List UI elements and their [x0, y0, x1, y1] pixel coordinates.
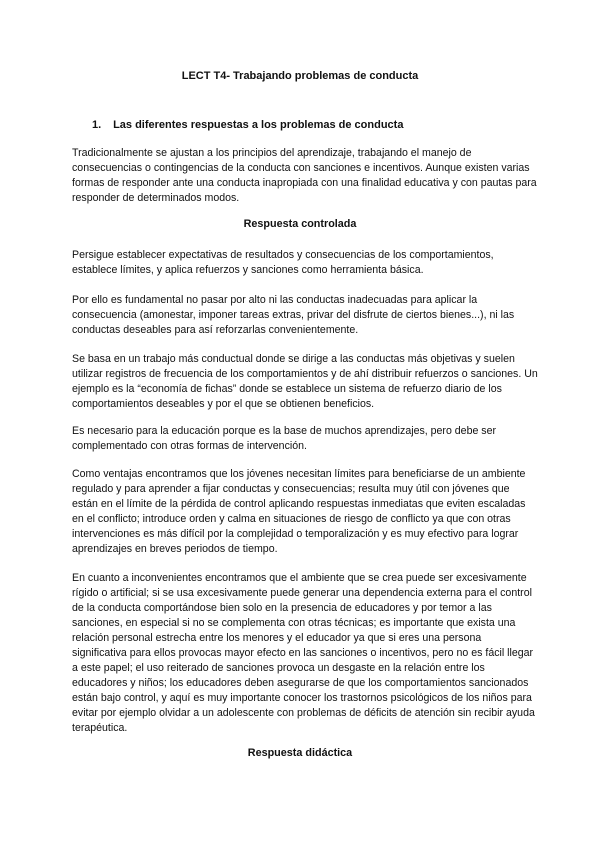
section-heading	[92, 118, 403, 133]
section-heading-text: Las diferentes respuestas a los problemas de conducta	[113, 119, 404, 131]
section-number: 1.	[92, 119, 102, 131]
paragraph-4: Es necesario para la educación porque es la base de muchos aprendizajes, pero debe ser complementado con otras formas de intervención.	[72, 425, 497, 452]
paragraph-6: En cuanto a inconvenientes encontramos que el ambiente que se crea puede ser excesivamente rígido o artificial; si se usa excesivamente puede generar una dependencia externa para el control de la conducta comportándose bien solo en la presencia de educadores y por temor a las sanciones, en especial si no se complementa con otras técnicas; es importante que exista una relación personal estrecha entre los menores y el educador ya que si eres una persona significativa para ellos provocas mayor efecto en las sanciones o incentivos, pero no es fácil llegar a este papel; el uso reiterado de sanciones provoca un desgaste en la relación entre los educadores y niños; los educadores deben asegurarse de que los comportamientos sancionados están bajo control, y aquí es muy importante conocer los trastornos psicológicos de los niños para evitar por ejemplo olvidar a un adolescente con problemas de déficits de atención sin recibir ayuda terapéutica.	[72, 572, 535, 734]
paragraph-3: Se basa en un trabajo más conductual donde se dirige a las conductas más objetivas y suelen utilizar registros de frecuencia de los comportamientos y de ahí distribuir refuerzos o sanciones. Un ejemplo es la “economía de fichas” donde se establece un sistema de refuerzo diario de los comportamientos deseables y por el que se obtienen beneficios.	[72, 353, 538, 410]
page-title: LECT T4- Trabajando problemas de conducta	[181, 70, 419, 82]
paragraph-2: Por ello es fundamental no pasar por alto ni las conductas inadecuadas para aplicar la consecuencia (amonestar, imponer tareas extras, privar del disfrute de ciertos bienes...), ni las conductas deseables para así reforzarlas convenientemente.	[72, 294, 515, 336]
paragraph-5: Como ventajas encontramos que los jóvenes necesitan límites para beneficiarse de un ambiente regulado y para aprender a fijar conductas y consecuencias; resulta muy útil con jóvenes que están en el límite de la pérdida de control aplicando respuestas inmediatas que eviten escaladas en el conflicto; introduce orden y calma en situaciones de riesgo de conflicto ya que con otras intervenciones es más difícil por la complejidad o temporalización y es muy efectivo para lograr aprendizajes en breves periodos de tiempo.	[72, 468, 526, 555]
subheading-respuesta-didactica: Respuesta didáctica	[247, 747, 353, 759]
intro-paragraph: Tradicionalmente se ajustan a los principios del aprendizaje, trabajando el manejo de consecuencias o contingencias de la conducta con sanciones e incentivos. Aunque existen varias formas de responder ante una conducta inapropiada con una finalidad educativa y con pautas para responder de determinados modos.	[72, 147, 537, 204]
paragraph-1: Persigue establecer expectativas de resultados y consecuencias de los comportamientos, establece límites, y aplica refuerzos y sanciones como herramienta básica.	[72, 249, 494, 276]
subheading-respuesta-controlada: Respuesta controlada	[243, 218, 357, 230]
